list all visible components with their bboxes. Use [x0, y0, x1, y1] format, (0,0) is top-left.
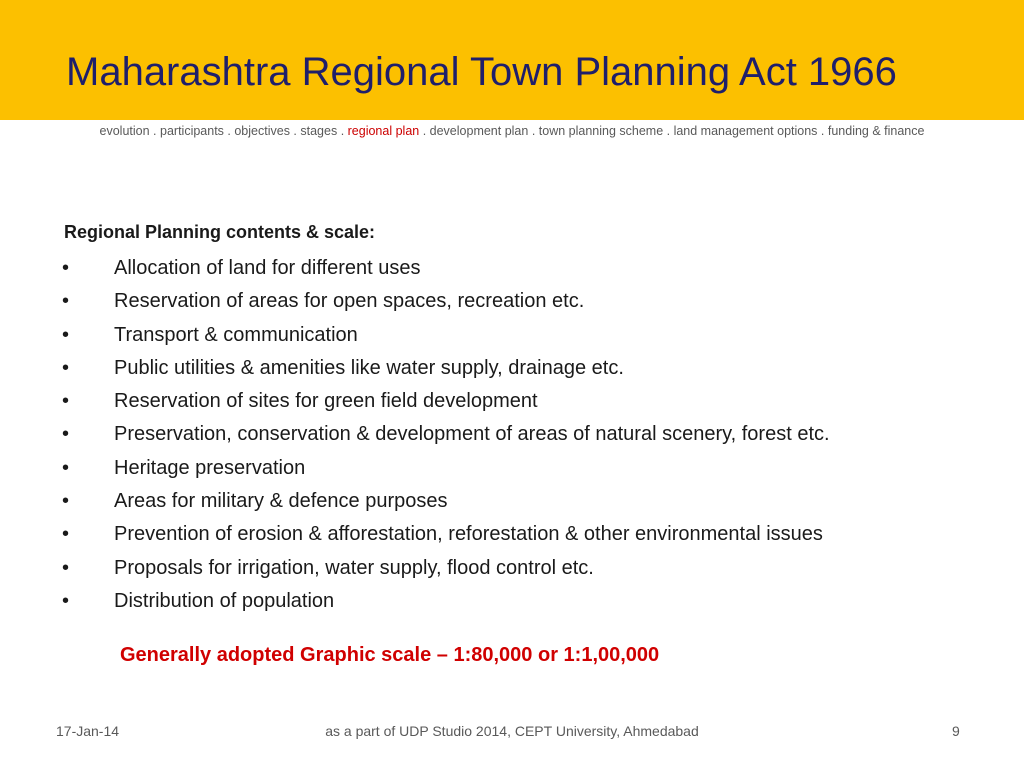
title-bar — [0, 0, 1024, 120]
breadcrumb-separator: . — [663, 124, 674, 138]
footer-credit: as a part of UDP Studio 2014, CEPT University, Ahmedabad — [325, 723, 699, 739]
breadcrumb-item: objectives — [234, 124, 290, 138]
breadcrumb-item: town planning scheme — [538, 124, 664, 138]
list-item-text: Public utilities & amenities like water supply, drainage etc. — [114, 356, 624, 379]
list-item-text: Distribution of population — [114, 589, 335, 612]
breadcrumb-item: evolution — [99, 124, 150, 138]
breadcrumb-item: funding & finance — [827, 124, 925, 138]
breadcrumb — [0, 124, 1024, 138]
breadcrumb-separator: . — [337, 124, 348, 138]
breadcrumb-separator: . — [528, 124, 539, 138]
page-number: 9 — [952, 723, 960, 739]
breadcrumb-separator: . — [149, 124, 160, 138]
list-item-text: Areas for military & defence purposes — [114, 490, 448, 513]
breadcrumb-separator: . — [289, 124, 301, 138]
bullet-icon: • — [62, 456, 70, 479]
bullet-icon: • — [62, 323, 70, 346]
breadcrumb-item: stages — [300, 124, 338, 138]
bullet-icon: • — [62, 356, 70, 379]
footer-date: 17-Jan-14 — [56, 723, 120, 739]
bullet-icon: • — [62, 257, 70, 279]
slide-title: Maharashtra Regional Town Planning Act 1966 — [66, 50, 897, 94]
breadcrumb-separator: . — [419, 124, 430, 138]
list-item-text: Allocation of land for different uses — [114, 257, 421, 279]
bullet-icon: • — [62, 490, 70, 513]
bullet-icon: • — [62, 556, 70, 579]
section-heading: Regional Planning contents & scale: — [64, 222, 376, 242]
bullet-icon: • — [62, 423, 70, 446]
list-item-text: Preservation, conservation & development of areas of natural scenery, forest etc. — [114, 423, 830, 446]
breadcrumb-separator: . — [817, 124, 828, 138]
breadcrumb-item: participants — [160, 124, 224, 138]
breadcrumb-item: regional plan — [347, 124, 420, 138]
list-item-text: Proposals for irrigation, water supply, flood control etc. — [114, 556, 594, 579]
bullet-icon: • — [62, 290, 70, 313]
list-item-text: Transport & communication — [114, 323, 358, 346]
breadcrumb-item: development plan — [429, 124, 529, 138]
list-item-text: Prevention of erosion & afforestation, reforestation & other environmental issues — [114, 523, 823, 546]
breadcrumb-separator: . — [223, 124, 235, 138]
list-item-text: Heritage preservation — [114, 456, 306, 479]
bullet-icon: • — [62, 589, 70, 612]
bullet-icon: • — [62, 390, 70, 413]
scale-note: Generally adopted Graphic scale – 1:80,000 or 1:1,00,000 — [120, 644, 660, 666]
list-item-text: Reservation of sites for green field development — [114, 390, 538, 413]
bullet-icon: • — [62, 523, 70, 546]
breadcrumb-item: land management options — [673, 124, 818, 138]
list-item-text: Reservation of areas for open spaces, recreation etc. — [114, 290, 585, 313]
